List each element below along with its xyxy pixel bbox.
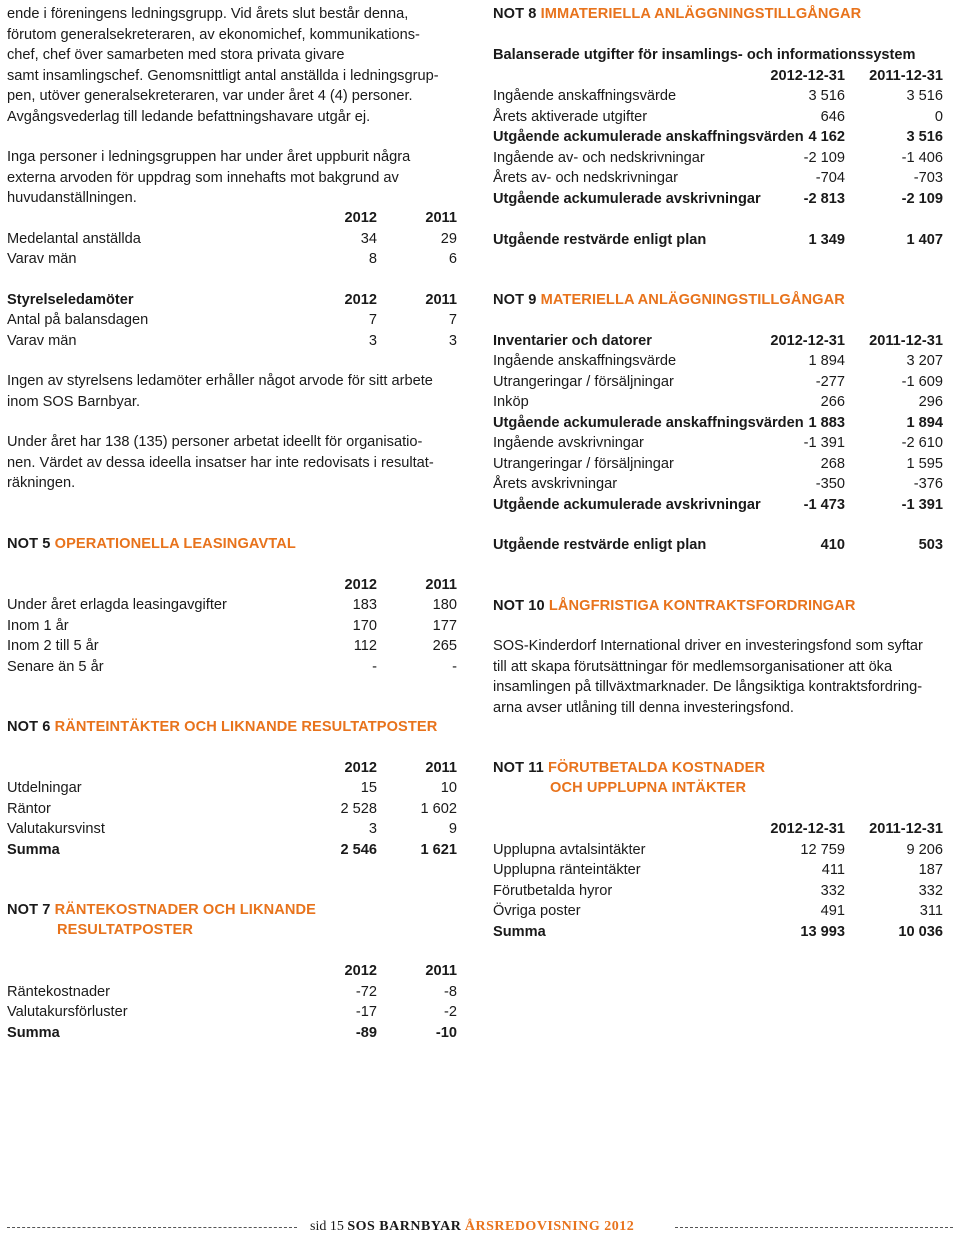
- value-2011: 10: [440, 780, 457, 796]
- row-label: Summa: [493, 923, 546, 940]
- row-label: Under året erlagda leasingavgifter: [7, 597, 227, 613]
- para-line: inom SOS Barnbyar.: [7, 393, 141, 410]
- value-2012: 170: [352, 617, 377, 634]
- value-2011: 187: [918, 862, 943, 878]
- note11-heading: [493, 758, 943, 778]
- value-2011: -2 109: [901, 190, 943, 207]
- col-header-2012: 2012: [344, 963, 377, 979]
- table-row: [7, 229, 457, 249]
- value-2012: 266: [820, 394, 845, 410]
- table-row: [493, 189, 943, 209]
- value-2012: 13 993: [800, 923, 845, 940]
- board-header-row: [7, 290, 457, 310]
- row-label: Antal på balansdagen: [7, 312, 149, 328]
- table-row: [7, 778, 457, 798]
- note-title: LÅNGFRISTIGA KONTRAKTSFORDRINGAR: [548, 597, 856, 614]
- para-line: till att skapa förutsättningar för medlemsorganisationer att öka: [493, 658, 893, 675]
- note-prefix: NOT 11: [493, 760, 544, 776]
- note7-header-row: [7, 961, 457, 981]
- note-title: RÄNTEINTÄKTER OCH LIKNANDE RESULTATPOSTER: [54, 719, 438, 735]
- note-title: OPERATIONELLA LEASINGAVTAL: [54, 536, 296, 552]
- value-2011: 1 602: [420, 800, 457, 817]
- report-title: ÅRSREDOVISNING 2012: [464, 1219, 635, 1234]
- row-label: Utrangeringar / försäljningar: [493, 373, 674, 390]
- value-2011: 3 516: [906, 129, 943, 145]
- para-line: Inga personer i ledningsgruppen har under året uppburit några: [7, 149, 411, 165]
- row-label: Inom 2 till 5 år: [7, 638, 99, 654]
- note8-heading: [493, 4, 943, 24]
- value-2012: 332: [820, 882, 845, 899]
- note6-header-row: [7, 758, 457, 778]
- table-row: [493, 901, 943, 921]
- table-row: [7, 636, 457, 656]
- value-2012: 1 349: [808, 231, 845, 248]
- table-row: [493, 127, 943, 147]
- col-header-2011: 2011-12-31: [869, 67, 943, 84]
- row-label: Utgående restvärde enligt plan: [493, 231, 707, 248]
- row-label: Inom 1 år: [7, 617, 69, 634]
- table-row: [493, 454, 943, 474]
- value-2012: -350: [815, 476, 845, 492]
- row-label: Årets av- och nedskrivningar: [493, 170, 678, 186]
- note5-header-row: [7, 575, 457, 595]
- value-2011: 9 206: [906, 841, 943, 858]
- table-row: [7, 657, 457, 677]
- table-row: [7, 819, 457, 839]
- value-2011: 0: [934, 108, 943, 125]
- col-header-2011: 2011: [425, 210, 457, 226]
- note11-heading-line2: OCH UPPLUPNA INTÄKTER: [550, 780, 747, 796]
- intro-line: ende i föreningens ledningsgrupp. Vid årets slut består denna,: [7, 6, 409, 22]
- value-2011: 296: [918, 394, 943, 410]
- col-header-2012: 2012: [344, 576, 377, 593]
- result-row: [493, 535, 943, 555]
- row-label: Övriga poster: [493, 903, 581, 919]
- table-row: [7, 595, 457, 615]
- para-line: externa arvoden för uppdrag som innehafts mot bakgrund av: [7, 169, 399, 186]
- table-row: [493, 107, 943, 127]
- value-2011: 1 595: [906, 455, 943, 472]
- value-2012: 1 883: [808, 414, 845, 431]
- value-2011: 9: [448, 821, 457, 837]
- note8-header-row: [493, 66, 943, 86]
- table-row: [493, 474, 943, 494]
- row-label: Räntor: [7, 800, 51, 817]
- value-2012: -2 109: [803, 149, 845, 166]
- table-row: [493, 495, 943, 515]
- value-2011: -2 610: [901, 435, 943, 451]
- col-header-2012: 2012-12-31: [770, 332, 845, 349]
- row-label: Summa: [7, 1024, 60, 1041]
- value-2012: 411: [821, 862, 845, 878]
- note-prefix: NOT 9: [493, 291, 537, 308]
- para-line: nen. Värdet av dessa ideella insatser har inte redovisats i resultat-: [7, 454, 434, 471]
- value-2011: -10: [435, 1024, 457, 1041]
- page-number: sid 15: [310, 1219, 344, 1234]
- value-2011: -703: [913, 170, 943, 186]
- row-label: Inköp: [493, 394, 529, 410]
- row-label: Utgående ackumulerade avskrivningar: [493, 190, 761, 207]
- col-header-2011: 2011: [425, 576, 457, 593]
- note5-heading: [7, 534, 457, 554]
- row-label: Upplupna avtalsintäkter: [493, 841, 646, 858]
- note9-header-row: [493, 331, 943, 351]
- table-row: [7, 249, 457, 269]
- value-2011: -376: [913, 476, 943, 492]
- value-2011: 29: [440, 230, 457, 247]
- table-row: [493, 860, 943, 880]
- value-2012: -72: [355, 983, 377, 1000]
- value-2012: 8: [368, 251, 377, 267]
- value-2012: 4 162: [808, 129, 845, 145]
- value-2011: -8: [444, 983, 457, 1000]
- note-prefix: NOT 5: [7, 536, 51, 552]
- row-label: Utrangeringar / försäljningar: [493, 455, 674, 472]
- table-row: [7, 982, 457, 1002]
- table-row: [493, 372, 943, 392]
- row-label: Valutakursförluster: [7, 1004, 128, 1020]
- value-2011: 3 207: [906, 353, 943, 369]
- value-2011: 10 036: [898, 923, 943, 940]
- footer-divider-right: [675, 1227, 953, 1228]
- intro-line: Avgångsvederlag till ledande befattningshavare utgår ej.: [7, 108, 371, 125]
- col-header-2012: 2012: [344, 291, 377, 308]
- value-2012: 3 516: [808, 88, 845, 104]
- value-2012: -17: [355, 1004, 377, 1020]
- value-2011: 3 516: [906, 88, 943, 104]
- value-2012: -277: [815, 373, 845, 390]
- sum-row: [493, 922, 943, 942]
- intro-line: förutom generalsekreteraren, av ekonomichef, kommunikations-: [7, 26, 420, 43]
- value-2012: -1 391: [803, 435, 845, 451]
- value-2012: 410: [820, 537, 845, 553]
- row-label: Förutbetalda hyror: [493, 882, 613, 899]
- row-label: Summa: [7, 841, 60, 858]
- para-line: huvudanställningen.: [7, 190, 137, 206]
- table-row: [493, 881, 943, 901]
- note8-subtitle: Balanserade utgifter för insamlings- och informationssystem: [493, 47, 916, 63]
- note10-heading: [493, 596, 943, 616]
- para-line: SOS-Kinderdorf International driver en investeringsfond som syftar: [493, 638, 923, 654]
- col-header-2011: 2011: [425, 759, 457, 776]
- para-line: arna avser utlåning till denna investeringsfond.: [493, 699, 794, 716]
- para-line: insamlingen på tillväxtmarknader. De långsiktiga kontraktsfordring-: [493, 679, 923, 695]
- table-row: [493, 392, 943, 412]
- value-2012: 3: [368, 821, 377, 837]
- row-label: Utdelningar: [7, 780, 82, 796]
- table-row: [7, 616, 457, 636]
- value-2011: 1 407: [906, 231, 943, 248]
- value-2011: -2: [444, 1004, 457, 1020]
- note7-heading: [7, 900, 457, 920]
- value-2012: 268: [820, 455, 845, 472]
- row-label: Ingående av- och nedskrivningar: [493, 149, 705, 166]
- value-2012: -704: [815, 170, 845, 186]
- footer-divider-left: [7, 1227, 297, 1228]
- para-line: Ingen av styrelsens ledamöter erhåller något arvode för sitt arbete: [7, 373, 433, 389]
- col-header-2011: 2011-12-31: [869, 332, 943, 349]
- col-header-2012: 2012-12-31: [770, 67, 845, 84]
- row-label: Varav män: [7, 251, 77, 267]
- value-2012: -1 473: [803, 496, 845, 513]
- note-prefix: NOT 8: [493, 6, 537, 22]
- value-2011: 6: [448, 251, 457, 267]
- table-row: [7, 310, 457, 330]
- value-2011: 503: [918, 537, 943, 553]
- table-row: [493, 86, 943, 106]
- value-2011: 332: [918, 882, 943, 899]
- intro-line: samt insamlingschef. Genomsnittligt antal anställda i ledningsgrup-: [7, 67, 439, 84]
- row-label: Ingående anskaffningsvärde: [493, 353, 677, 369]
- intro-line: chef, chef över samarbeten med stora privata givare: [7, 47, 345, 63]
- result-row: [493, 230, 943, 250]
- row-label: Årets aktiverade utgifter: [493, 108, 648, 125]
- col-header-2011: 2011: [425, 963, 457, 979]
- page-footer: [0, 1218, 960, 1238]
- table-label: Inventarier och datorer: [493, 332, 652, 349]
- table-row: [493, 351, 943, 371]
- value-2012: 2 546: [340, 841, 377, 858]
- row-label: Utgående ackumulerade anskaffningsvärden: [493, 414, 804, 431]
- value-2011: 177: [432, 617, 457, 634]
- note-title: MATERIELLA ANLÄGGNINGSTILLGÅNGAR: [540, 291, 845, 308]
- value-2012: 491: [820, 903, 845, 919]
- value-2012: 1 894: [808, 353, 845, 369]
- value-2012: 34: [360, 230, 377, 247]
- board-title: Styrelseledamöter: [7, 291, 134, 308]
- row-label: Medelantal anställda: [7, 230, 141, 247]
- note-prefix: NOT 7: [7, 902, 51, 918]
- col-header-2012: 2012: [344, 759, 377, 776]
- value-2011: 7: [448, 312, 457, 328]
- col-header-2011: 2011-12-31: [869, 821, 943, 837]
- row-label: Varav män: [7, 332, 77, 349]
- para-line: Under året har 138 (135) personer arbetat ideellt för organisatio-: [7, 434, 423, 450]
- value-2012: -89: [355, 1024, 377, 1041]
- value-2012: 12 759: [800, 841, 845, 858]
- note7-heading-line2: RESULTATPOSTER: [57, 922, 193, 938]
- value-2012: 7: [368, 312, 377, 328]
- para-line: räkningen.: [7, 475, 76, 491]
- value-2012: 2 528: [340, 800, 377, 817]
- value-2011: -1 391: [901, 496, 943, 513]
- note11-header-row: [493, 819, 943, 839]
- value-2012: -2 813: [803, 190, 845, 207]
- value-2011: -1 406: [901, 149, 943, 166]
- value-2012: 646: [820, 108, 845, 125]
- value-2012: 112: [353, 638, 377, 654]
- row-label: Ingående avskrivningar: [493, 435, 644, 451]
- note-title: FÖRUTBETALDA KOSTNADER: [548, 760, 766, 776]
- value-2012: -: [372, 658, 377, 675]
- note-title: IMMATERIELLA ANLÄGGNINGSTILLGÅNGAR: [540, 6, 862, 22]
- table-row: [493, 168, 943, 188]
- row-label: Räntekostnader: [7, 983, 111, 1000]
- note-prefix: NOT 6: [7, 719, 51, 735]
- value-2011: -: [452, 658, 457, 675]
- value-2011: 311: [919, 903, 943, 919]
- row-label: Utgående ackumulerade avskrivningar: [493, 496, 761, 513]
- value-2011: 1 621: [420, 841, 457, 858]
- value-2011: 3: [448, 332, 457, 349]
- col-header-2012: 2012: [344, 210, 377, 226]
- table-row: [7, 799, 457, 819]
- table-row: [493, 413, 943, 433]
- row-label: Utgående ackumulerade anskaffningsvärden: [493, 129, 804, 145]
- row-label: Valutakursvinst: [7, 821, 105, 837]
- note-prefix: NOT 10: [493, 597, 545, 614]
- value-2011: 180: [432, 597, 457, 613]
- table-row: [7, 331, 457, 351]
- row-label: Utgående restvärde enligt plan: [493, 537, 707, 553]
- table-row: [493, 148, 943, 168]
- table-row: [493, 840, 943, 860]
- value-2012: 3: [368, 332, 377, 349]
- note6-heading: [7, 717, 457, 737]
- value-2011: 265: [432, 638, 457, 654]
- note9-heading: [493, 290, 943, 310]
- intro-line: pen, utöver generalsekreteraren, var under året 4 (4) personer.: [7, 88, 413, 104]
- col-header-2012: 2012-12-31: [770, 821, 845, 837]
- employees-header-row: [7, 208, 457, 228]
- value-2011: -1 609: [901, 373, 943, 390]
- row-label: Ingående anskaffningsvärde: [493, 88, 677, 104]
- table-row: [7, 1002, 457, 1022]
- row-label: Upplupna ränteintäkter: [493, 862, 641, 878]
- brand-name: SOS BARNBYAR: [347, 1219, 462, 1234]
- sum-row: [7, 840, 457, 860]
- footer-text: [310, 1218, 634, 1236]
- table-row: [493, 433, 943, 453]
- sum-row: [7, 1023, 457, 1043]
- value-2011: 1 894: [906, 414, 943, 431]
- note-title: RÄNTEKOSTNADER OCH LIKNANDE: [54, 902, 316, 918]
- row-label: Årets avskrivningar: [493, 476, 618, 492]
- col-header-2011: 2011: [425, 291, 457, 308]
- row-label: Senare än 5 år: [7, 658, 104, 675]
- value-2012: 183: [352, 597, 377, 613]
- value-2012: 15: [360, 780, 377, 796]
